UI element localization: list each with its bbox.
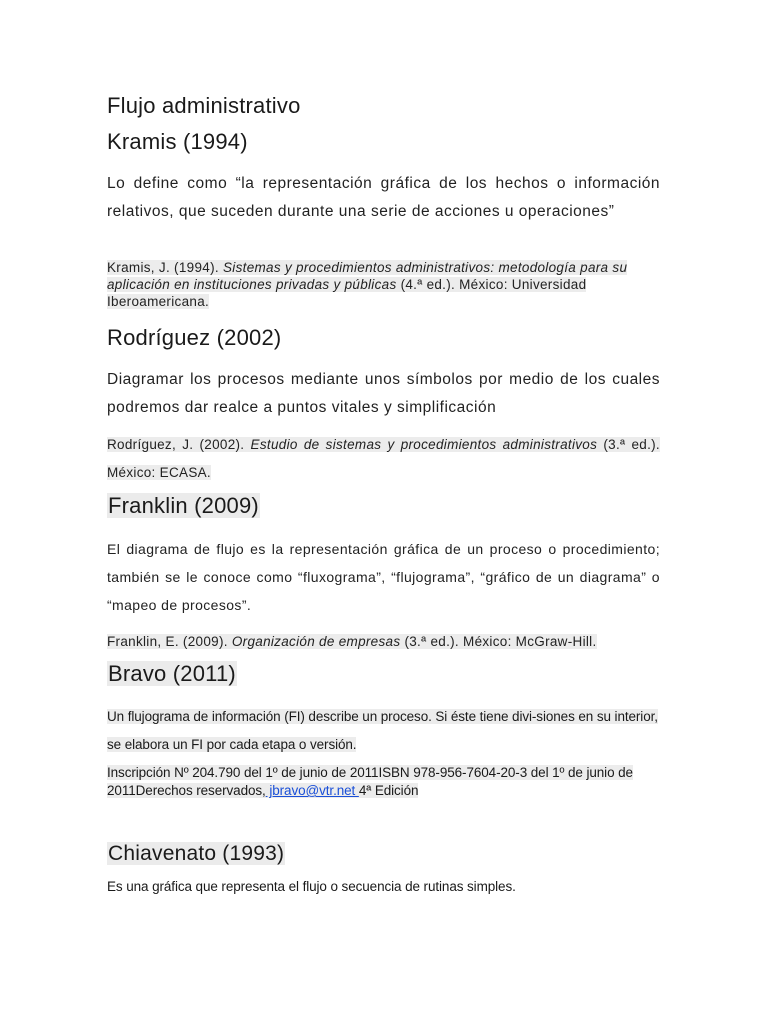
franklin-heading-text: Franklin (2009) xyxy=(108,493,259,518)
chiavenato-heading-text: Chiavenato (1993) xyxy=(108,842,285,865)
rodriguez-ref-pre: Rodríguez, J. (2002). xyxy=(107,437,251,452)
rodriguez-definition: Diagramar los procesos mediante unos símbolos por medio de los cuales podremos dar realce a puntos vitales y simplificación xyxy=(107,371,660,416)
page-title: Flujo administrativo xyxy=(107,93,301,118)
bravo-reference xyxy=(107,764,660,800)
chiavenato-definition: Es una gráfica que representa el flujo o secuencia de rutinas simples. xyxy=(107,879,516,894)
bravo-heading xyxy=(107,660,660,688)
chiavenato-heading xyxy=(107,840,660,868)
kramis-reference xyxy=(107,259,660,310)
franklin-definition: El diagrama de flujo es la representación gráfica de un proceso o procedimiento; también se le conoce como “fluxograma”, “flujograma”, “gráfico de un diagrama” o “mapeo de procesos”. xyxy=(107,541,660,613)
rodriguez-heading: Rodríguez (2002) xyxy=(107,325,282,350)
rodriguez-reference xyxy=(107,431,660,487)
kramis-heading: Kramis (1994) xyxy=(107,129,248,154)
kramis-ref-pre: Kramis, J. (1994). xyxy=(107,260,223,275)
bravo-definition xyxy=(107,703,660,759)
bravo-ref-pre: Inscripción Nº 204.790 del 1º de junio de 2011ISBN 978-956-7604-20-3 del 1º de junio de 2011Derechos reservados, xyxy=(107,765,633,798)
rodriguez-ref-post: (3.ª ed.). México: ECASA. xyxy=(107,437,660,480)
bravo-ref-post: 4ª Edición xyxy=(358,783,419,798)
rodriguez-ref-title: Estudio de sistemas y procedimientos administrativos xyxy=(250,437,598,452)
bravo-email-link[interactable]: jbravo@vtr.net xyxy=(265,783,359,798)
bravo-definition-text: Un flujograma de información (FI) describe un proceso. Si éste tiene divi-siones en su interior, se elabora un FI por cada etapa o versión. xyxy=(107,709,658,752)
franklin-ref-pre: Franklin, E. (2009). xyxy=(107,634,232,649)
franklin-reference xyxy=(107,633,660,650)
franklin-heading xyxy=(107,492,660,520)
kramis-ref-title: Sistemas y procedimientos administrativos: metodología para su aplicación en instituciones privadas y públicas xyxy=(107,260,628,292)
kramis-definition: Lo define como “la representación gráfica de los hechos o información relativos, que suceden durante una serie de acciones u operaciones” xyxy=(107,175,660,220)
franklin-ref-post: (3.ª ed.). México: McGraw-Hill. xyxy=(400,634,597,649)
franklin-ref-title: Organización de empresas xyxy=(231,634,401,649)
kramis-ref-post: (4.ª ed.). México: Universidad Iberoamericana. xyxy=(107,277,587,309)
bravo-heading-text: Bravo (2011) xyxy=(108,661,236,686)
